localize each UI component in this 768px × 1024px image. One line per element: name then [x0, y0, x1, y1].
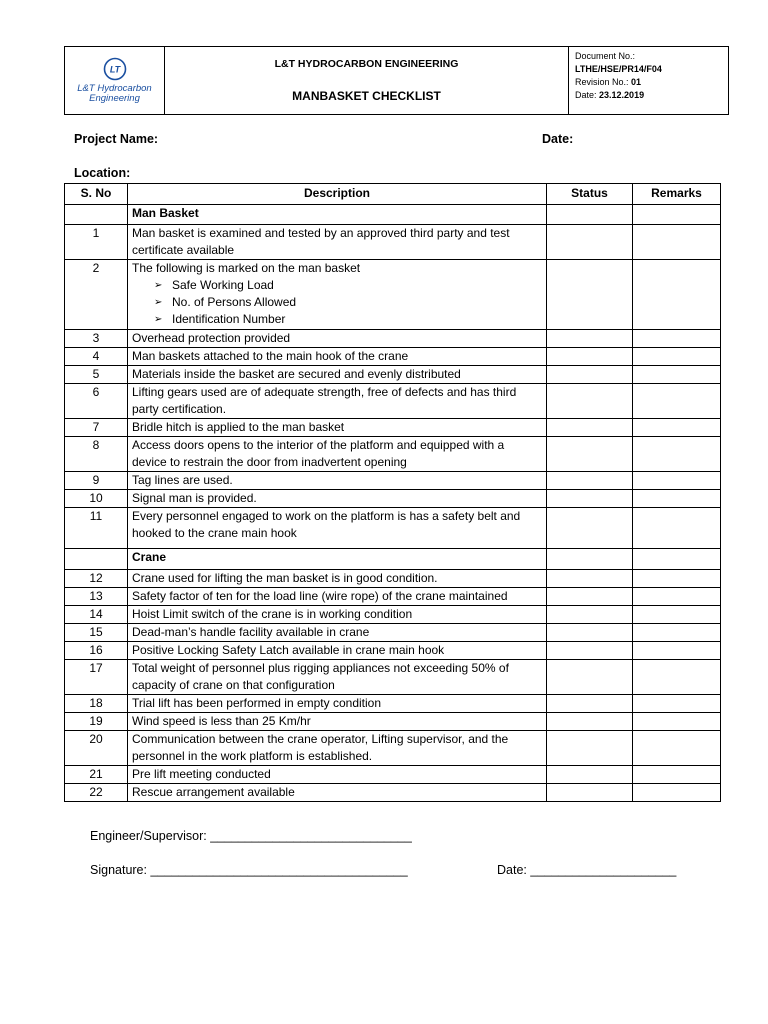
row-description-text: Tag lines are used.	[132, 473, 233, 487]
logo-cell	[65, 47, 165, 114]
row-description-text: Materials inside the basket are secured and evenly distributed	[132, 367, 461, 381]
row-description	[128, 660, 547, 695]
table-row	[65, 588, 721, 606]
row-status-cell[interactable]	[547, 660, 633, 695]
section-remarks	[633, 549, 721, 570]
row-status-cell[interactable]	[547, 419, 633, 437]
row-remarks-cell[interactable]	[633, 330, 721, 348]
row-status-cell[interactable]	[547, 508, 633, 549]
row-status-cell[interactable]	[547, 570, 633, 588]
row-status-cell[interactable]	[547, 260, 633, 330]
row-description-text: Overhead protection provided	[132, 331, 291, 345]
doc-no-value: LTHE/HSE/PR14/F04	[575, 64, 662, 74]
row-description	[128, 260, 547, 330]
section-remarks	[633, 205, 721, 225]
row-description	[128, 784, 547, 802]
doc-no-label: Document No.:	[575, 51, 636, 61]
row-sno: 18	[65, 695, 128, 713]
org-title: L&T HYDROCARBON ENGINEERING	[274, 58, 459, 70]
row-status-cell[interactable]	[547, 766, 633, 784]
row-remarks-cell[interactable]	[633, 766, 721, 784]
bullet-item	[154, 277, 542, 294]
row-remarks-cell[interactable]	[633, 348, 721, 366]
row-description	[128, 508, 547, 549]
row-sno: 6	[65, 384, 128, 419]
row-description-text: The following is marked on the man basket	[132, 261, 361, 275]
footer-date-field: Date: _____________________	[497, 863, 677, 877]
row-sno: 13	[65, 588, 128, 606]
table-row	[65, 348, 721, 366]
table-body	[65, 205, 721, 802]
row-sno: 16	[65, 642, 128, 660]
section-row	[65, 549, 721, 570]
logo-symbol: LT	[109, 64, 120, 75]
row-description-text: Wind speed is less than 25 Km/hr	[132, 714, 311, 728]
table-row	[65, 642, 721, 660]
row-status-cell[interactable]	[547, 225, 633, 260]
lt-logo-icon	[103, 57, 127, 81]
row-description-text: Positive Locking Safety Latch available in crane main hook	[132, 643, 445, 657]
row-sno: 3	[65, 330, 128, 348]
table-row	[65, 437, 721, 472]
row-remarks-cell[interactable]	[633, 419, 721, 437]
col-remarks: Remarks	[633, 184, 721, 205]
bullet-text: No. of Persons Allowed	[172, 295, 297, 309]
row-status-cell[interactable]	[547, 713, 633, 731]
row-description-text: Dead-man’s handle facility available in crane	[132, 625, 370, 639]
row-description	[128, 695, 547, 713]
section-title: Crane	[128, 549, 547, 570]
table-row	[65, 695, 721, 713]
row-description-text: Crane used for lifting the man basket is in good condition.	[132, 571, 438, 585]
bullet-text: Identification Number	[172, 312, 286, 326]
row-description	[128, 570, 547, 588]
revision-row: Revision No.: 01	[575, 77, 642, 87]
row-description-text: Communication between the crane operator, Lifting supervisor, and the personnel in the work platform is established.	[132, 732, 509, 763]
row-description-text: Hoist Limit switch of the crane is in working condition	[132, 607, 413, 621]
row-description	[128, 642, 547, 660]
row-remarks-cell[interactable]	[633, 366, 721, 384]
table-row	[65, 784, 721, 802]
row-remarks-cell[interactable]	[633, 437, 721, 472]
table-row	[65, 731, 721, 766]
row-description	[128, 713, 547, 731]
row-remarks-cell[interactable]	[633, 508, 721, 549]
row-sno: 8	[65, 437, 128, 472]
row-remarks-cell[interactable]	[633, 225, 721, 260]
arrow-bullet-icon: ➢	[154, 314, 163, 325]
arrow-bullet-icon: ➢	[154, 280, 163, 291]
row-description	[128, 330, 547, 348]
logo-line-1: L&T Hydrocarbon	[77, 83, 152, 94]
row-status-cell[interactable]	[547, 384, 633, 419]
row-sno: 14	[65, 606, 128, 624]
row-remarks-cell[interactable]	[633, 642, 721, 660]
row-remarks-cell[interactable]	[633, 695, 721, 713]
row-status-cell[interactable]	[547, 588, 633, 606]
table-row	[65, 570, 721, 588]
row-sno: 4	[65, 348, 128, 366]
row-status-cell[interactable]	[547, 472, 633, 490]
row-status-cell[interactable]	[547, 731, 633, 766]
section-sno	[65, 205, 128, 225]
row-sno: 12	[65, 570, 128, 588]
row-status-cell[interactable]	[547, 606, 633, 624]
engineer-supervisor-field: Engineer/Supervisor: _____________________________	[90, 829, 412, 843]
row-sno: 1	[65, 225, 128, 260]
row-description	[128, 731, 547, 766]
row-description-text: Bridle hitch is applied to the man basket	[132, 420, 345, 434]
row-description	[128, 472, 547, 490]
date-field-label: Date:	[542, 132, 574, 146]
row-description	[128, 384, 547, 419]
doc-info-cell	[569, 47, 728, 114]
table-row	[65, 225, 721, 260]
row-description	[128, 437, 547, 472]
row-description	[128, 419, 547, 437]
row-sno: 20	[65, 731, 128, 766]
row-description	[128, 225, 547, 260]
row-description	[128, 348, 547, 366]
section-title: Man Basket	[128, 205, 547, 225]
row-description-text: Pre lift meeting conducted	[132, 767, 271, 781]
row-sno: 10	[65, 490, 128, 508]
row-remarks-cell[interactable]	[633, 570, 721, 588]
row-remarks-cell[interactable]	[633, 490, 721, 508]
project-name-label: Project Name:	[74, 132, 159, 146]
row-description-text: Total weight of personnel plus rigging appliances not exceeding 50% of capacity of crane on that configuration	[132, 661, 509, 692]
row-status-cell[interactable]	[547, 624, 633, 642]
table-row	[65, 713, 721, 731]
table-row	[65, 508, 721, 549]
row-description	[128, 606, 547, 624]
row-sno: 11	[65, 508, 128, 549]
row-sno: 22	[65, 784, 128, 802]
table-row	[65, 330, 721, 348]
row-status-cell[interactable]	[547, 366, 633, 384]
row-description-text: Man baskets attached to the main hook of the crane	[132, 349, 409, 363]
table-row	[65, 260, 721, 330]
table-row	[65, 606, 721, 624]
table-header-row	[65, 184, 721, 205]
bullet-item	[154, 311, 542, 328]
row-sno: 9	[65, 472, 128, 490]
row-status-cell[interactable]	[547, 695, 633, 713]
bullet-text: Safe Working Load	[172, 278, 274, 292]
col-status: Status	[547, 184, 633, 205]
title-cell	[165, 47, 569, 114]
row-sno: 7	[65, 419, 128, 437]
row-remarks-cell[interactable]	[633, 660, 721, 695]
section-sno	[65, 549, 128, 570]
row-remarks-cell[interactable]	[633, 784, 721, 802]
bullet-item	[154, 294, 542, 311]
row-remarks-cell[interactable]	[633, 260, 721, 330]
col-sno: S. No	[65, 184, 128, 205]
doc-title: MANBASKET CHECKLIST	[292, 89, 441, 103]
row-remarks-cell[interactable]	[633, 472, 721, 490]
table-row	[65, 766, 721, 784]
row-status-cell[interactable]	[547, 784, 633, 802]
row-status-cell[interactable]	[547, 490, 633, 508]
checklist-table	[64, 183, 721, 802]
row-remarks-cell[interactable]	[633, 731, 721, 766]
row-description-text: Rescue arrangement available	[132, 785, 295, 799]
row-description-text: Man basket is examined and tested by an approved third party and test certificate available	[132, 226, 510, 257]
signature-field: Signature: _____________________________________	[90, 863, 408, 877]
row-description-text: Every personnel engaged to work on the platform is has a safety belt and hooked to the crane main hook	[132, 509, 521, 540]
row-status-cell[interactable]	[547, 330, 633, 348]
table-row	[65, 366, 721, 384]
row-remarks-cell[interactable]	[633, 624, 721, 642]
row-description-text: Safety factor of ten for the load line (wire rope) of the crane maintained	[132, 589, 508, 603]
row-sno: 2	[65, 260, 128, 330]
table-row	[65, 472, 721, 490]
table-row	[65, 624, 721, 642]
row-remarks-cell[interactable]	[633, 713, 721, 731]
row-description	[128, 588, 547, 606]
bullet-list	[132, 277, 542, 328]
row-remarks-cell[interactable]	[633, 588, 721, 606]
section-row	[65, 205, 721, 225]
row-remarks-cell[interactable]	[633, 384, 721, 419]
table-row	[65, 660, 721, 695]
row-description	[128, 490, 547, 508]
document-header	[64, 46, 729, 115]
logo-line-2: Engineering	[89, 93, 140, 104]
row-description-text: Lifting gears used are of adequate strength, free of defects and has third party certification.	[132, 385, 517, 416]
section-status	[547, 205, 633, 225]
row-description-text: Access doors opens to the interior of the platform and equipped with a device to restrain the door from inadvertent opening	[132, 438, 505, 469]
row-description	[128, 366, 547, 384]
row-sno: 19	[65, 713, 128, 731]
row-description	[128, 624, 547, 642]
col-description: Description	[128, 184, 547, 205]
row-sno: 17	[65, 660, 128, 695]
row-sno: 5	[65, 366, 128, 384]
row-sno: 15	[65, 624, 128, 642]
date-row: Date: 23.12.2019	[575, 90, 645, 100]
row-description-text: Signal man is provided.	[132, 491, 257, 505]
row-description	[128, 766, 547, 784]
row-description-text: Trial lift has been performed in empty condition	[132, 696, 382, 710]
row-status-cell[interactable]	[547, 437, 633, 472]
row-status-cell[interactable]	[547, 642, 633, 660]
table-row	[65, 384, 721, 419]
table-row	[65, 419, 721, 437]
location-label: Location:	[74, 166, 131, 180]
table-row	[65, 490, 721, 508]
row-status-cell[interactable]	[547, 348, 633, 366]
section-status	[547, 549, 633, 570]
row-sno: 21	[65, 766, 128, 784]
row-remarks-cell[interactable]	[633, 606, 721, 624]
arrow-bullet-icon: ➢	[154, 297, 163, 308]
